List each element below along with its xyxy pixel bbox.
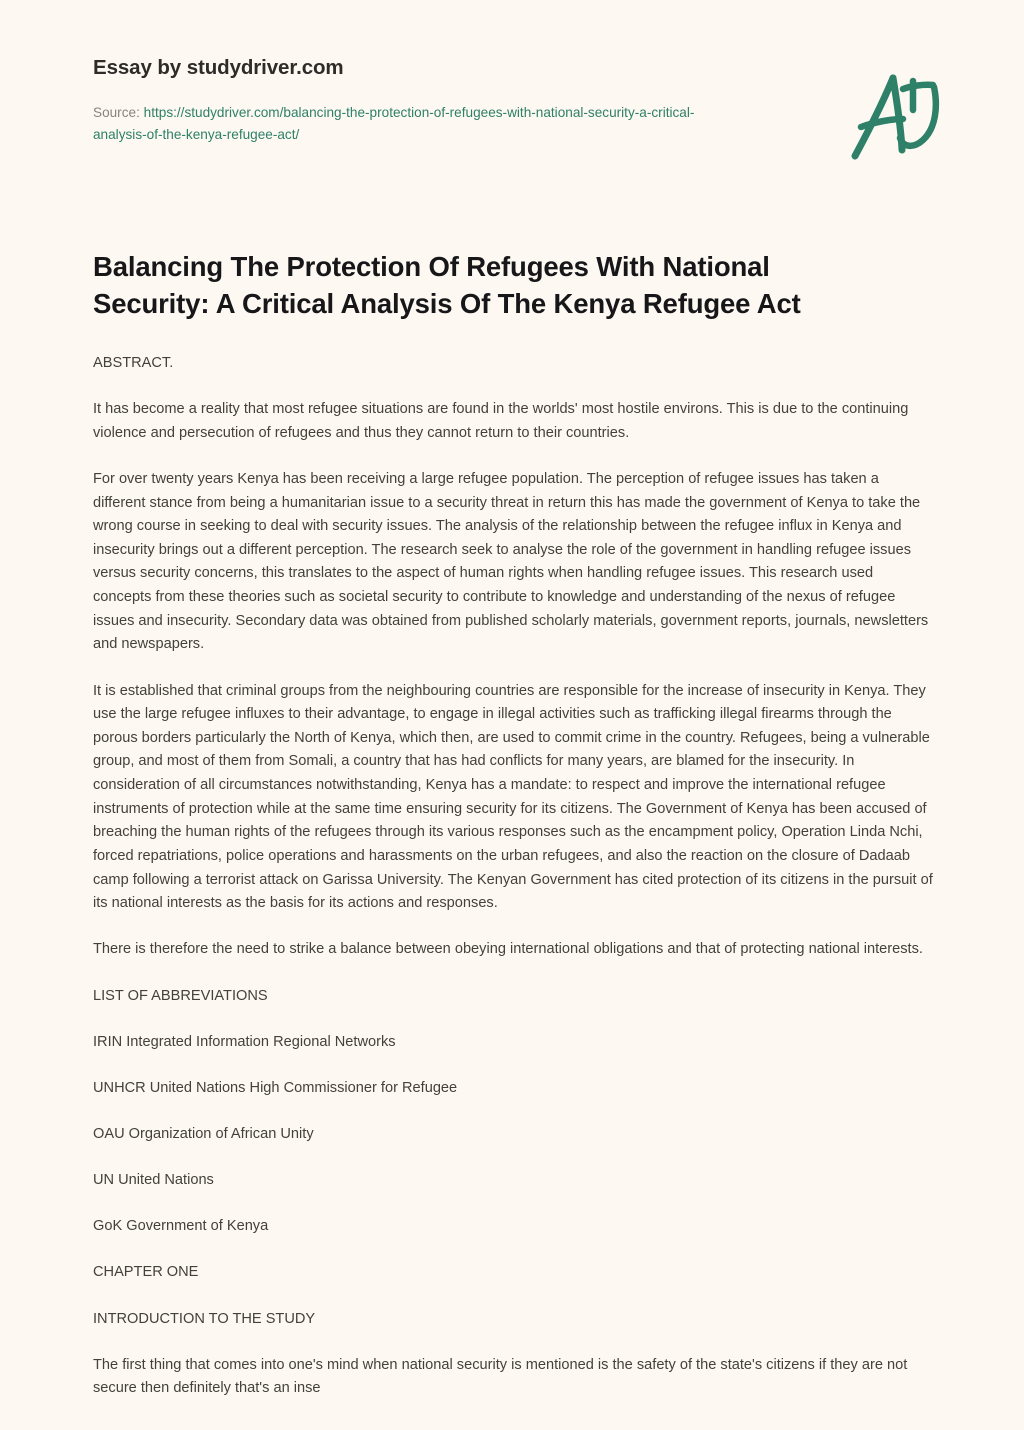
abbreviation-irin: IRIN Integrated Information Regional Networks xyxy=(93,1033,396,1050)
byline: Essay by studydriver.com xyxy=(93,56,344,79)
source-line xyxy=(93,102,733,146)
document-header xyxy=(0,0,1024,142)
paragraph-1: It has become a reality that most refugee situations are found in the worlds' most hostile environs. This is due to the continuing violence and persecution of refugees and thus they cannot return to their countries. xyxy=(93,401,909,441)
heading-introduction-to-the-study: INTRODUCTION TO THE STUDY xyxy=(93,1310,316,1327)
document-body xyxy=(93,352,933,1401)
heading-chapter-one: CHAPTER ONE xyxy=(93,1264,199,1281)
paragraph-abstract-heading: ABSTRACT. xyxy=(93,355,174,371)
paragraph-4: There is therefore the need to strike a balance between obeying international obligations and that of protecting national interests. xyxy=(93,941,923,958)
source-url-link[interactable]: https://studydriver.com/balancing-the-protection-of-refugees-with-national-security-a-critical-analysis-of-the-kenya-refugee-act/ xyxy=(93,104,695,142)
heading-list-of-abbreviations: LIST OF ABBREVIATIONS xyxy=(93,987,268,1004)
paragraph-5-truncated: The first thing that comes into one's mind when national security is mentioned is the safety of the state's citizens if they are not secure then definitely that's an inse xyxy=(93,1356,908,1397)
source-label: Source: xyxy=(93,104,140,120)
abbreviation-gok: GoK Government of Kenya xyxy=(93,1218,269,1235)
abbreviation-unhcr: UNHCR United Nations High Commissioner for Refugee xyxy=(93,1079,458,1096)
paragraph-3: It is established that criminal groups from the neighbouring countries are responsible for the increase of insecurity in Kenya. They use the large refugee influxes to their advantage, to engage in illegal activities such as trafficking illegal firearms through the porous borders particularly the North of Kenya, which then, are used to commit crime in the country. Refugees, being a vulnerable group, and most of them from Somali, a country that has had conflicts for many years, are blamed for the insecurity. In consideration of all circumstances notwithstanding, Kenya has a mandate: to respect and improve the international refugee instruments of protection while at the same time ensuring security for its citizens. The Government of Kenya has been accused of breaching the human rights of the refugees through its various responses such as the encampment policy, Operation Linda Nchi, forced repatriations, police operations and harassments on the urban refugees, and also the reaction on the closure of Dadaab camp following a terrorist attack on Garissa University. The Kenyan Government has cited protection of its citizens in the pursuit of its national interests as the basis for its actions and responses. xyxy=(93,682,933,912)
header-text-block xyxy=(93,56,733,146)
paragraph-2: For over twenty years Kenya has been receiving a large refugee population. The perception of refugee issues has taken a different stance from being a humanitarian issue to a security threat in return this has made the government of Kenya to take the wrong course in seeking to deal with security issues. The analysis of the relationship between the refugee influx in Kenya and insecurity brings out a different perception. The research seek to analyse the role of the government in handling refugee issues versus security concerns, this translates to the aspect of human rights when handling refugee issues. This research used concepts from these theories such as societal security to contribute to knowledge and understanding of the nexus of refugee issues and insecurity. Secondary data was obtained from published scholarly materials, government reports, journals, newsletters and newspapers. xyxy=(93,470,929,653)
abbreviation-un: UN United Nations xyxy=(93,1172,214,1189)
a-plus-logo-icon xyxy=(839,58,949,168)
page-title: Balancing The Protection Of Refugees With National Security: A Critical Analysis Of The Kenya Refugee Act xyxy=(93,251,801,320)
abbreviation-oau: OAU Organization of African Unity xyxy=(93,1126,314,1143)
